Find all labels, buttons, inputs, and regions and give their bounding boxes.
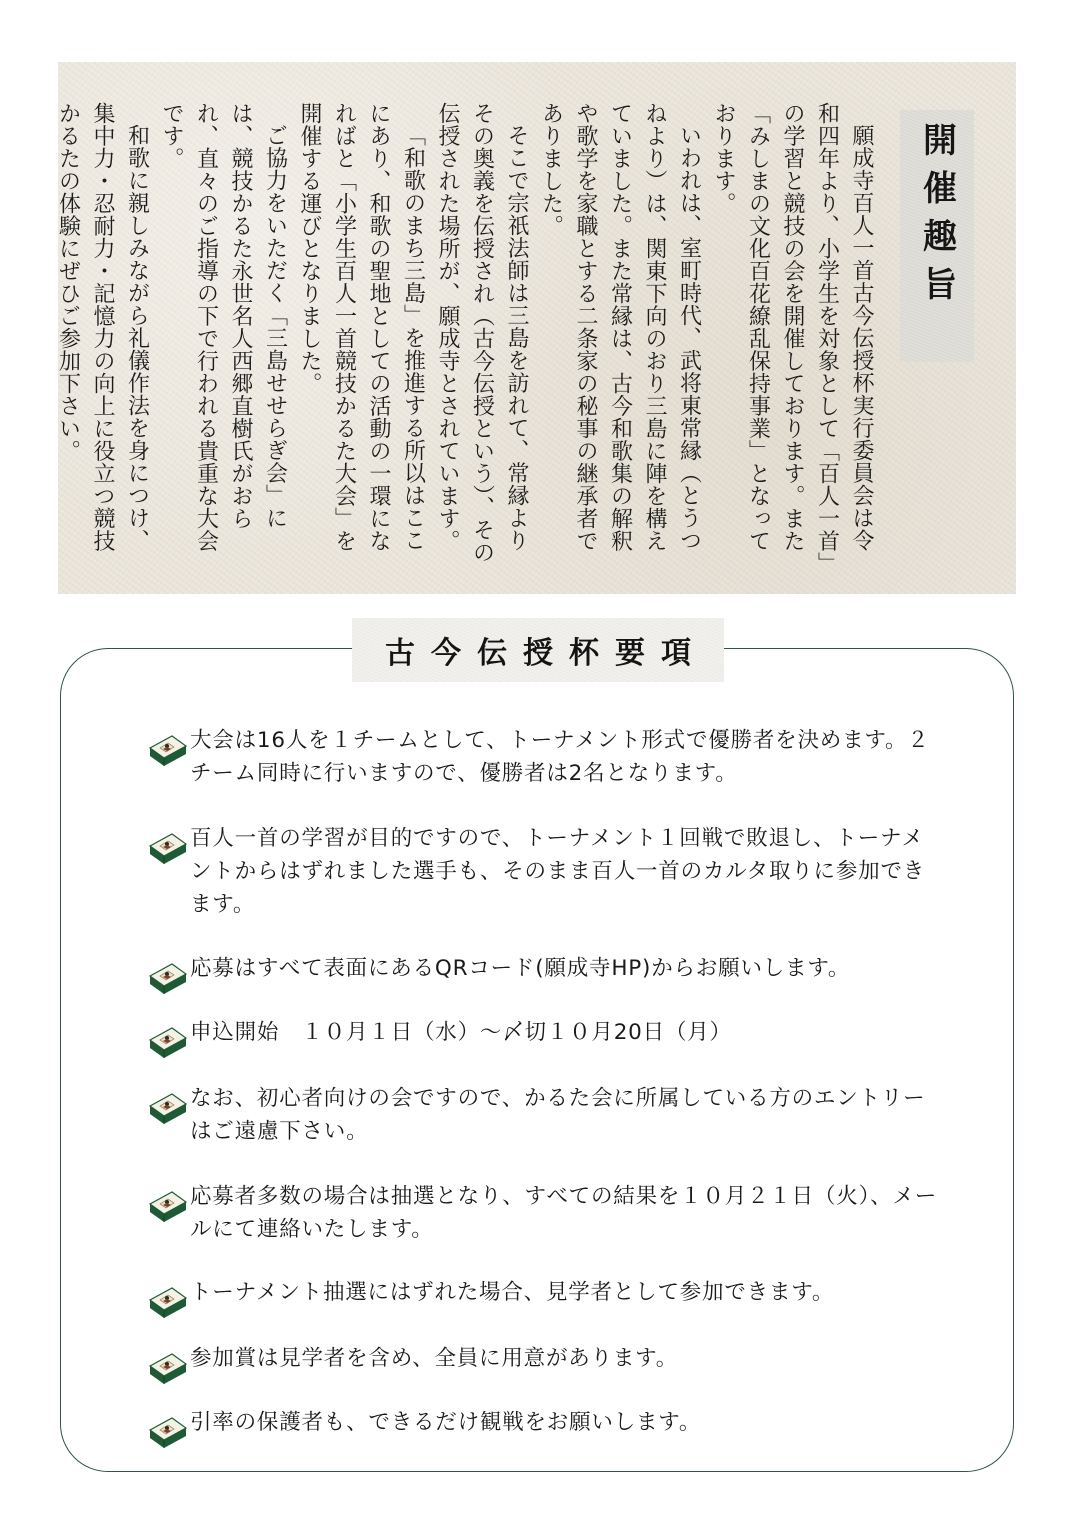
purpose-paragraph: いわれは、室町時代、武将東常縁（とうつねより）は、関東下向のおり三島に陣を構えていました。また常縁は、古今和歌集の解釈や歌学を家職とする二条家の秘事の継承者でありました。	[538, 102, 702, 552]
karuta-card-icon	[148, 1408, 188, 1448]
guideline-text: 応募はすべて表面にあるQRコード(願成寺HP)からお願いします。	[190, 956, 851, 981]
guideline-text: 申込開始 １０月１日（水）～〆切１０月20日（月）	[190, 1020, 732, 1045]
guideline-text: 引率の保護者も、できるだけ観戦をお願いします。	[190, 1410, 702, 1435]
purpose-paragraph: 「和歌のまち三島」を推進する所以はここにあり、和歌の聖地としての活動の一環になればと「小学生百人一首競技かるた大会」を開催する運びとなりました。	[297, 102, 426, 552]
guidelines-title: 古今伝授杯要項	[385, 636, 707, 671]
purpose-paragraph: そこで宗祇法師は三島を訪れて、常縁よりその奥義を伝授され（古今伝授という）、その伝授された場所が、願成寺とされています。	[435, 102, 529, 564]
guideline-item	[148, 1082, 938, 1148]
purpose-paragraph: ご協力をいただく「三島せせらぎ会」には、競技かるた永世名人西郷直樹氏がおられ、直々のご指導の下で行われる貴重な大会です。	[159, 102, 288, 552]
purpose-paragraph: 和歌に親しみながら礼儀作法を身につけ、集中力・忍耐力・記憶力の向上に役立つ競技かるたの体験にぜひご参加下さい。	[55, 102, 150, 552]
karuta-card-icon	[148, 954, 188, 994]
karuta-card-icon	[148, 824, 188, 864]
guideline-item	[148, 1406, 938, 1448]
guideline-text: 参加賞は見学者を含め、全員に用意があります。	[190, 1346, 679, 1371]
karuta-card-icon	[148, 1182, 188, 1222]
guideline-text: 応募者多数の場合は抽選となり、すべての結果を１０月２１日（火）、メールにて連絡いたします。	[190, 1184, 938, 1242]
guidelines-title-box	[352, 618, 724, 682]
guideline-item	[148, 1180, 938, 1246]
purpose-title: 開催趣旨	[916, 122, 957, 314]
karuta-card-icon	[148, 1278, 188, 1318]
karuta-card-icon	[148, 1084, 188, 1124]
karuta-card-icon	[148, 726, 188, 766]
guideline-item	[148, 952, 938, 994]
guideline-text: 大会は16人を１チームとして、トーナメント形式で優勝者を決めます。２チーム同時に行いますので、優勝者は2名となります。	[190, 728, 930, 786]
guideline-text: 百人一首の学習が目的ですので、トーナメント１回戦で敗退し、トーナメントからはずれました選手も、そのまま百人一首のカルタ取りに参加できます。	[190, 826, 926, 917]
guideline-item	[148, 822, 938, 921]
guideline-item	[148, 1276, 938, 1318]
guideline-text: トーナメント抽選にはずれた場合、見学者として参加できます。	[190, 1280, 835, 1305]
guideline-text: なお、初心者向けの会ですので、かるた会に所属している方のエントリーはご遠慮下さい。	[190, 1086, 926, 1144]
purpose-title-box	[900, 110, 974, 362]
purpose-panel	[55, 62, 1016, 594]
karuta-card-icon	[148, 1344, 188, 1384]
purpose-body	[50, 102, 878, 572]
guideline-item	[148, 724, 938, 790]
purpose-paragraph: 願成寺百人一首古今伝授杯実行委員会は令和四年より、小学生を対象として「百人一首」の学習と競技の会を開催しております。また「みしまの文化百花繚乱保持事業」となっております。	[711, 102, 874, 564]
guideline-item	[148, 1342, 938, 1384]
karuta-card-icon	[148, 1018, 188, 1058]
guideline-item	[148, 1016, 938, 1058]
